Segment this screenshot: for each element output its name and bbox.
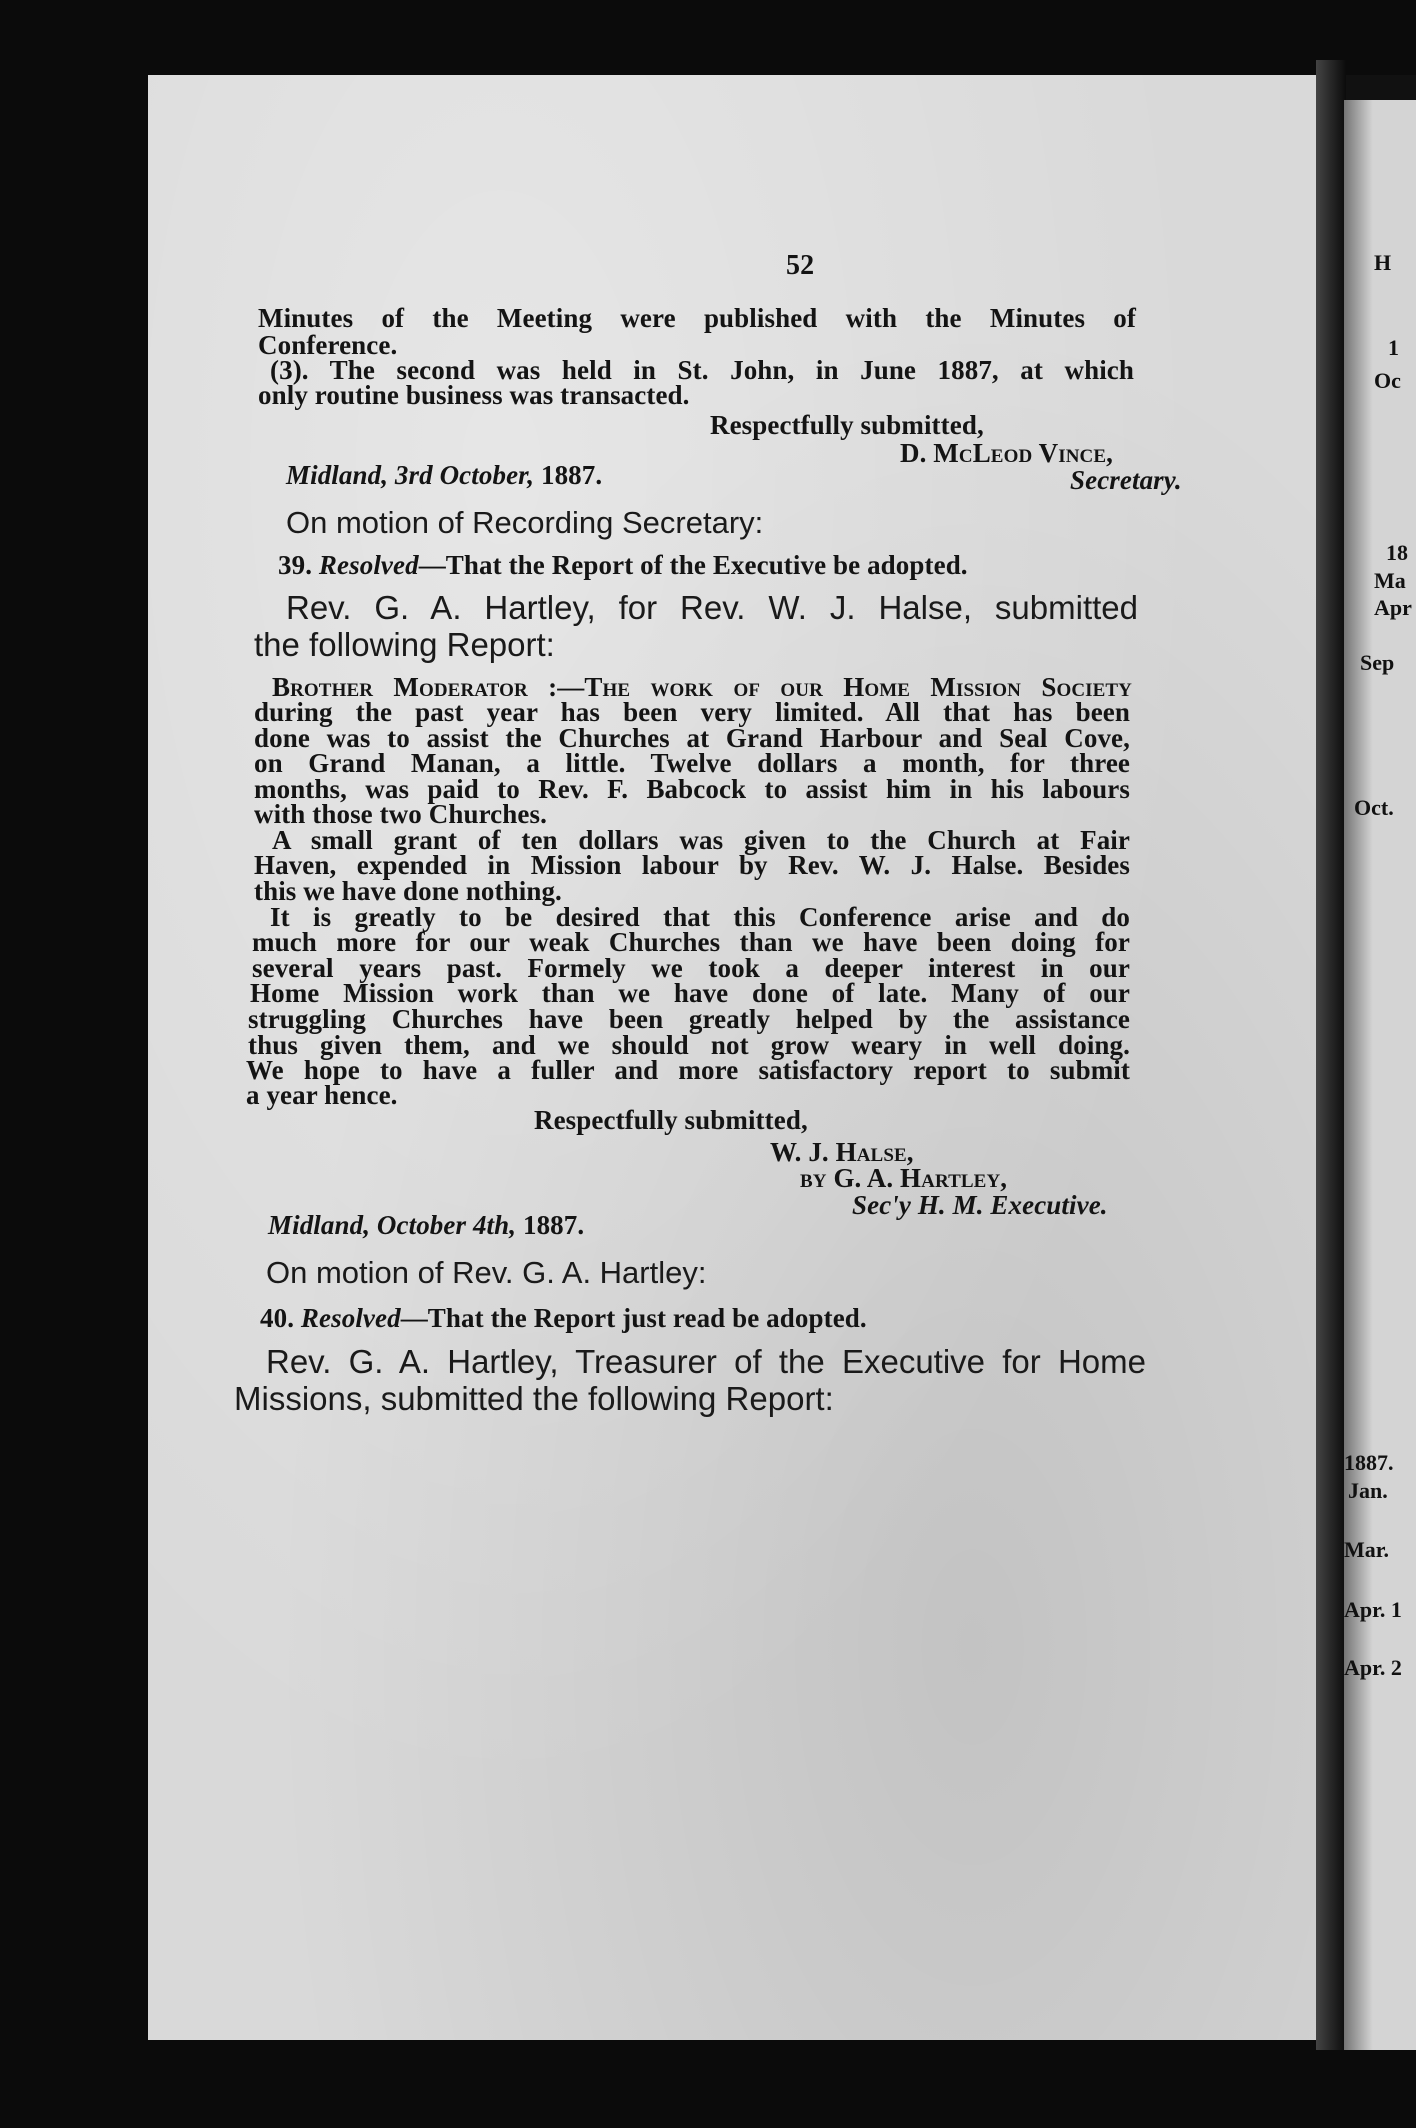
report-intro: Rev. G. A. Hartley, for Rev. W. J. Halse, submitted	[286, 589, 1138, 626]
signature-title: Secretary.	[1070, 465, 1182, 495]
signature-name: by G. A. Hartley,	[800, 1163, 1008, 1193]
resolution-text: —That the Report just read be adopted.	[400, 1303, 867, 1333]
report-line: months, was paid to Rev. F. Babcock to assist him in his labours	[254, 774, 1130, 804]
text-line: (3). The second was held in St. John, in June 1887, at which	[270, 355, 1134, 385]
text-line: only routine business was transacted.	[258, 380, 690, 410]
report-line: Haven, expended in Mission labour by Rev. W. J. Halse. Besides	[254, 850, 1130, 880]
report-intro: Missions, submitted the following Report:	[234, 1380, 834, 1417]
adjacent-text: Jan.	[1348, 1478, 1388, 1503]
adjacent-text: Sep	[1360, 650, 1395, 675]
report-intro: the following Report:	[254, 626, 555, 663]
report-line: done was to assist the Churches at Grand Harbour and Seal Cove,	[254, 723, 1130, 753]
adjacent-text: 1	[1388, 335, 1399, 360]
resolved-label: Resolved	[300, 1303, 401, 1333]
report-line: A small grant of ten dollars was given to the Church at Fair	[272, 825, 1130, 855]
report-line: struggling Churches have been greatly helped by the assistance	[248, 1004, 1130, 1034]
signature-title: Sec'y H. M. Executive.	[852, 1190, 1108, 1220]
resolution-number: 40.	[260, 1303, 295, 1333]
resolved-label: Resolved	[318, 550, 419, 580]
adjacent-text: H	[1374, 250, 1392, 275]
report-line: thus given them, and we should not grow weary in well doing.	[248, 1030, 1130, 1060]
scan-border-bottom	[0, 2040, 1416, 2128]
scan-border-top	[0, 0, 1416, 75]
year: 1887.	[540, 460, 603, 490]
adjacent-text: Apr. 1	[1344, 1597, 1402, 1622]
adjacent-page	[1344, 100, 1416, 2050]
page-gutter	[1316, 60, 1346, 2050]
adjacent-text: Ma	[1374, 568, 1406, 593]
closing-text: Respectfully submitted,	[710, 410, 984, 440]
report-line: much more for our weak Churches than we have been doing for	[252, 927, 1130, 957]
report-line: with those two Churches.	[254, 799, 547, 829]
signature-name: D. McLeod Vince,	[900, 438, 1114, 468]
motion-heading: On motion of Rev. G. A. Hartley:	[266, 1255, 707, 1290]
report-line: this we have done nothing.	[254, 876, 562, 906]
report-line: on Grand Manan, a little. Twelve dollars a month, for three	[254, 748, 1130, 778]
place-date: Midland, October 4th,	[268, 1210, 517, 1240]
resolution-text: —That the Report of the Executive be adopted.	[418, 550, 968, 580]
text-line: Minutes of the Meeting were published with the Minutes of	[258, 303, 1136, 333]
report-line: during the past year has been very limited. All that has been	[254, 697, 1130, 727]
adjacent-text: 1887.	[1344, 1450, 1394, 1475]
closing-text: Respectfully submitted,	[534, 1105, 808, 1135]
year: 1887.	[522, 1210, 585, 1240]
report-line: It is greatly to be desired that this Conference arise and do	[270, 902, 1130, 932]
text-line: Conference.	[258, 330, 398, 360]
motion-heading: On motion of Recording Secretary:	[286, 505, 764, 540]
book-page	[148, 75, 1326, 2040]
signature-name: W. J. Halse,	[770, 1137, 914, 1167]
adjacent-text: Apr	[1374, 595, 1412, 620]
adjacent-text: Oct.	[1354, 795, 1394, 820]
report-line: Home Mission work than we have done of late. Many of our	[250, 978, 1130, 1008]
place-date: Midland, 3rd October,	[286, 460, 535, 490]
adjacent-text: Apr. 2	[1344, 1655, 1402, 1680]
report-line: We hope to have a fuller and more satisfactory report to submit	[246, 1055, 1130, 1085]
report-line: Brother Moderator :—The work of our Home Mission Society	[272, 672, 1132, 702]
report-line: a year hence.	[246, 1080, 398, 1110]
adjacent-text: Oc	[1374, 368, 1401, 393]
resolution-number: 39.	[278, 550, 313, 580]
page-number: 52	[786, 250, 815, 281]
adjacent-text: Mar.	[1344, 1537, 1390, 1562]
scan-border-left	[0, 0, 150, 2128]
adjacent-text: 18	[1386, 540, 1408, 565]
report-line: several years past. Formely we took a deeper interest in our	[252, 953, 1130, 983]
report-intro: Rev. G. A. Hartley, Treasurer of the Executive for Home	[266, 1343, 1146, 1380]
